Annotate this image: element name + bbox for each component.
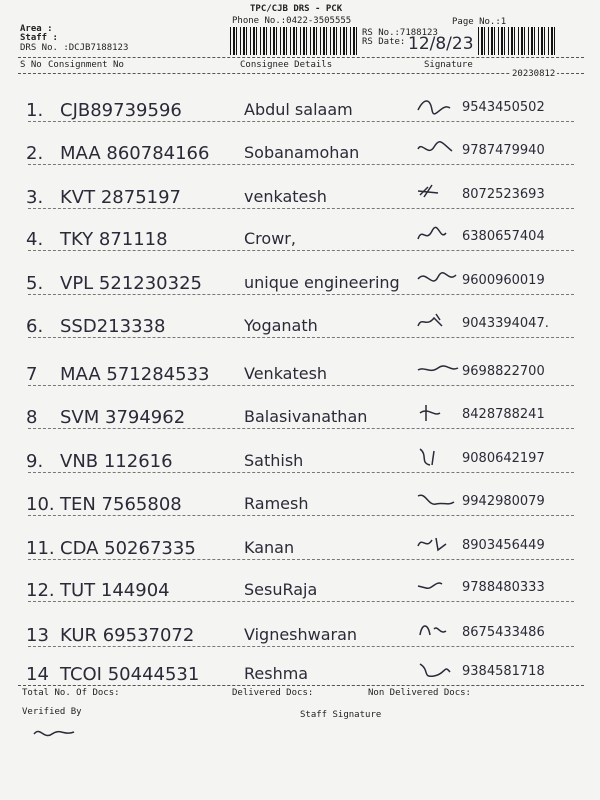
row-sno: 5.	[26, 273, 44, 294]
document-title: TPC/CJB DRS - PCK	[250, 4, 343, 14]
row-consignee-name: venkatesh	[244, 187, 327, 206]
row-consignee-name: Kanan	[244, 538, 295, 557]
signature-icon	[416, 96, 460, 118]
signature-icon	[416, 534, 460, 556]
signature-icon	[416, 183, 460, 205]
row-phone: 9080642197	[462, 451, 545, 466]
signature-icon	[416, 225, 460, 247]
row-consignment-no: MAA 860784166	[60, 143, 210, 164]
signature-icon	[416, 576, 460, 598]
row-consignment-no: SVM 3794962	[60, 407, 186, 428]
row-phone: 9600960019	[462, 273, 545, 288]
row-consignee-name: Abdul salaam	[244, 100, 353, 119]
row-sno: 2.	[26, 143, 44, 164]
drs-number: DRS No. :DCJB7188123	[20, 43, 129, 53]
row-consignee-name: Sobanamohan	[244, 143, 360, 162]
col-signature: Signature	[424, 60, 473, 70]
rs-number: RS No.:7188123	[362, 28, 438, 38]
row-consignment-no: CDA 50267335	[60, 538, 196, 559]
row-phone: 9543450502	[462, 100, 545, 115]
row-consignee-name: Crowr,	[244, 229, 296, 248]
row-rule	[28, 164, 574, 165]
row-consignment-no: TUT 144904	[60, 580, 170, 601]
signature-icon	[416, 490, 460, 512]
row-consignment-no: TCOI 50444531	[60, 664, 200, 685]
staff-label: Staff :	[20, 33, 58, 43]
non-delivered-docs-label: Non Delivered Docs:	[368, 688, 471, 698]
row-sno: 12.	[26, 580, 55, 601]
row-phone: 9384581718	[462, 664, 545, 679]
signature-icon	[416, 312, 460, 334]
staff-signature-label: Staff Signature	[300, 710, 382, 720]
row-consignment-no: TKY 871118	[60, 229, 168, 250]
row-consignment-no: TEN 7565808	[60, 494, 182, 515]
row-rule	[28, 121, 574, 122]
row-rule	[28, 646, 574, 647]
row-rule	[28, 294, 574, 295]
signature-icon	[416, 139, 460, 161]
delivered-docs-label: Delivered Docs:	[232, 688, 314, 698]
row-phone: 8675433486	[462, 625, 545, 640]
row-rule	[28, 428, 574, 429]
signature-icon	[416, 621, 460, 643]
col-sno: S No	[20, 60, 42, 70]
row-sno: 8	[26, 407, 38, 428]
signature-icon	[416, 660, 460, 682]
row-sno: 11.	[26, 538, 55, 559]
row-rule	[28, 208, 574, 209]
row-phone: 9942980079	[462, 494, 545, 509]
row-consignment-no: VPL 521230325	[60, 273, 202, 294]
row-consignment-no: VNB 112616	[60, 451, 173, 472]
total-docs-label: Total No. Of Docs:	[22, 688, 120, 698]
row-phone: 9788480333	[462, 580, 545, 595]
row-sno: 14	[26, 664, 49, 685]
verified-by-label: Verified By	[22, 707, 82, 717]
row-phone: 9698822700	[462, 364, 545, 379]
row-consignee-name: Reshma	[244, 664, 309, 683]
row-phone: 8072523693	[462, 187, 545, 202]
row-phone: 6380657404	[462, 229, 545, 244]
row-phone: 8903456449	[462, 538, 545, 553]
rs-date-label: RS Date:	[362, 37, 406, 47]
signature-icon	[416, 403, 460, 425]
row-sno: 1.	[26, 100, 44, 121]
row-sno: 6.	[26, 316, 44, 337]
date-code: 20230812	[512, 69, 556, 79]
row-rule	[28, 472, 574, 473]
page-number: Page No.:1	[452, 17, 507, 27]
rs-date-value: 12/8/23	[408, 34, 474, 54]
row-consignment-no: KVT 2875197	[60, 187, 181, 208]
row-sno: 9.	[26, 451, 44, 472]
row-rule	[28, 385, 574, 386]
row-consignee-name: Venkatesh	[244, 364, 328, 383]
row-rule	[28, 515, 574, 516]
signature-icon	[416, 269, 460, 291]
row-consignee-name: Vigneshwaran	[244, 625, 358, 644]
signature-icon	[416, 360, 460, 382]
row-sno: 3.	[26, 187, 44, 208]
row-consignment-no: MAA 571284533	[60, 364, 210, 385]
row-phone: 9043394047.	[462, 316, 549, 331]
row-rule	[28, 601, 574, 602]
row-consignee-name: Ramesh	[244, 494, 309, 513]
row-consignee-name: Yoganath	[244, 316, 318, 335]
row-sno: 13	[26, 625, 49, 646]
row-consignment-no: CJB89739596	[60, 100, 182, 121]
row-rule	[28, 559, 574, 560]
row-rule	[28, 250, 574, 251]
area-label: Area :	[20, 24, 53, 34]
row-consignment-no: KUR 69537072	[60, 625, 195, 646]
verifier-signature-icon	[30, 722, 80, 744]
col-consignment: Consignment No	[48, 60, 124, 70]
row-consignee-name: unique engineering	[244, 273, 400, 292]
row-sno: 10.	[26, 494, 55, 515]
signature-icon	[416, 447, 460, 469]
row-consignment-no: SSD213338	[60, 316, 166, 337]
row-consignee-name: Sathish	[244, 451, 304, 470]
row-phone: 8428788241	[462, 407, 545, 422]
barcode-icon	[478, 27, 558, 55]
phone-number: Phone No.:0422-3505555	[232, 16, 352, 26]
barcode-icon	[230, 27, 360, 55]
row-sno: 7	[26, 364, 38, 385]
row-sno: 4.	[26, 229, 44, 250]
row-consignee-name: SesuRaja	[244, 580, 318, 599]
col-consignee: Consignee Details	[240, 60, 333, 70]
row-rule	[28, 337, 574, 338]
row-consignee-name: Balasivanathan	[244, 407, 368, 426]
row-phone: 9787479940	[462, 143, 545, 158]
